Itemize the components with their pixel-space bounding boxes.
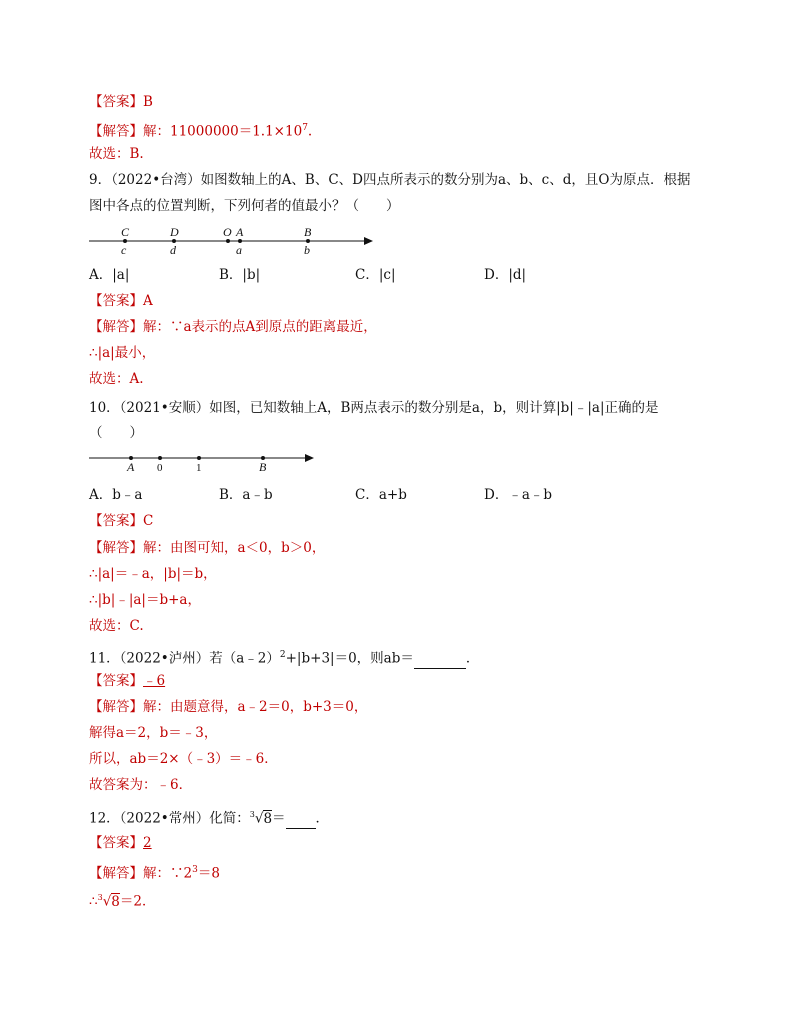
q10-question-line2: （ ） <box>89 425 143 441</box>
q8-solution-line: 【解答】解：$11000000=1.1\times 10^7$. <box>89 123 313 140</box>
q10-question-line1: 10．（2021•安顺）如图，已知数轴上A，B两点表示的数分别是a，b，则计算|b|﹣|a|正确的是 <box>89 400 659 416</box>
q9-answer: A <box>143 293 153 309</box>
q11-answer: ﹣6 <box>143 673 166 689</box>
label-C: C <box>121 225 130 239</box>
q9-option-b: B．|b| <box>219 267 261 283</box>
q9-conclusion: 故选：A. <box>89 371 144 387</box>
label-D: D <box>170 225 179 239</box>
solution-label: 【解答】 <box>89 123 143 140</box>
q10-solution-line: 【解答】解：由图可知，a＜0，b＞0， <box>89 540 326 556</box>
q11-solution-3: 所以，ab＝2×（﹣3）＝﹣6． <box>89 751 278 767</box>
q9-option-d: D．|d| <box>484 267 527 283</box>
answer-blank <box>414 654 466 669</box>
q10-answer: C <box>143 513 154 529</box>
q10-solution-2: ∴|a|＝﹣a，|b|＝b， <box>89 566 217 582</box>
q8-answer: B <box>143 94 153 110</box>
label-a: a <box>236 243 242 257</box>
axis-arrow-icon <box>364 237 373 245</box>
q9-number-line <box>89 222 379 260</box>
q12-answer: 2 <box>143 835 152 851</box>
cube-root: $^3$√8 <box>97 893 120 910</box>
q9-solution-2: ∴|a|最小， <box>89 345 156 361</box>
q10-solution-3: ∴|b|﹣|a|＝b+a， <box>89 592 201 608</box>
point-1 <box>196 456 202 474</box>
cube-root: $^3$√8 <box>249 810 273 827</box>
label-c: c <box>121 243 127 257</box>
answer-label: 【答案】 <box>89 94 143 110</box>
q12-answer-line: 【答案】2 <box>89 835 152 851</box>
q10-option-d: D．﹣a﹣b <box>484 487 553 503</box>
q10-option-c: C．a+b <box>355 487 407 503</box>
point-0 <box>157 456 163 474</box>
label-d: d <box>170 243 176 257</box>
label-1: 1 <box>196 462 202 474</box>
label-b: b <box>304 243 310 257</box>
label-A: A <box>127 460 135 474</box>
axis-arrow-icon <box>305 454 314 462</box>
q8-conclusion: 故选：B. <box>89 146 144 162</box>
q10-conclusion: 故选：C. <box>89 618 144 634</box>
q9-answer-line: 【答案】A <box>89 293 153 309</box>
point-B <box>259 456 267 474</box>
q10-answer-line: 【答案】C <box>89 513 154 529</box>
q11-solution-line: 【解答】解：由题意得，a﹣2＝0，b+3＝0， <box>89 699 368 715</box>
q9-option-a: A．|a| <box>89 267 130 283</box>
answer-blank <box>286 814 316 829</box>
label-B: B <box>259 460 267 474</box>
q10-number-line <box>89 448 329 474</box>
point-O <box>223 225 232 243</box>
q10-option-b: B．a﹣b <box>219 487 273 503</box>
q9-solution-line: 【解答】解：∵a表示的点A到原点的距离最近， <box>89 319 377 335</box>
q11-solution-2: 解得a＝2，b＝﹣3， <box>89 725 218 741</box>
q8-solution: 11000000＝1.1×10 <box>170 123 303 140</box>
q9-option-c: C．|c| <box>355 267 396 283</box>
q11-solution-1: 由题意得，a﹣2＝0，b+3＝0， <box>170 699 368 715</box>
q9-question-line1: 9．（2022•台湾）如图数轴上的A、B、C、D四点所表示的数分别为a、b、c、d，且O为原点．根据 <box>89 172 691 188</box>
label-A: A <box>236 225 244 239</box>
point-A <box>126 456 135 474</box>
q8-answer-line <box>89 92 153 112</box>
label-O: O <box>223 225 232 239</box>
q12-solution-line: 【解答】解：$\because 2^3=8$ <box>89 865 220 882</box>
q9-solution-1: ∵a表示的点A到原点的距离最近， <box>170 319 377 335</box>
q12-conclusion: ∴$^3$√8＝2． <box>89 888 155 912</box>
q11-question: 11．（2022•泸州）若（a﹣2）$^2$+|b+3|＝0，则ab＝ ． <box>89 650 480 667</box>
q10-option-a: A．b﹣a <box>89 487 143 503</box>
q9-question-line2: 图中各点的位置判断，下列何者的值最小？（ ） <box>89 198 400 214</box>
label-0: 0 <box>157 462 163 474</box>
q11-conclusion: 故答案为：﹣6． <box>89 777 193 793</box>
label-B: B <box>304 225 312 239</box>
q11-answer-line: 【答案】﹣6 <box>89 673 166 689</box>
q10-solution-1: 由图可知，a＜0，b＞0， <box>170 540 326 556</box>
q12-question: 12．（2022•常州）化简：$^3$√8＝ ． <box>89 805 329 829</box>
